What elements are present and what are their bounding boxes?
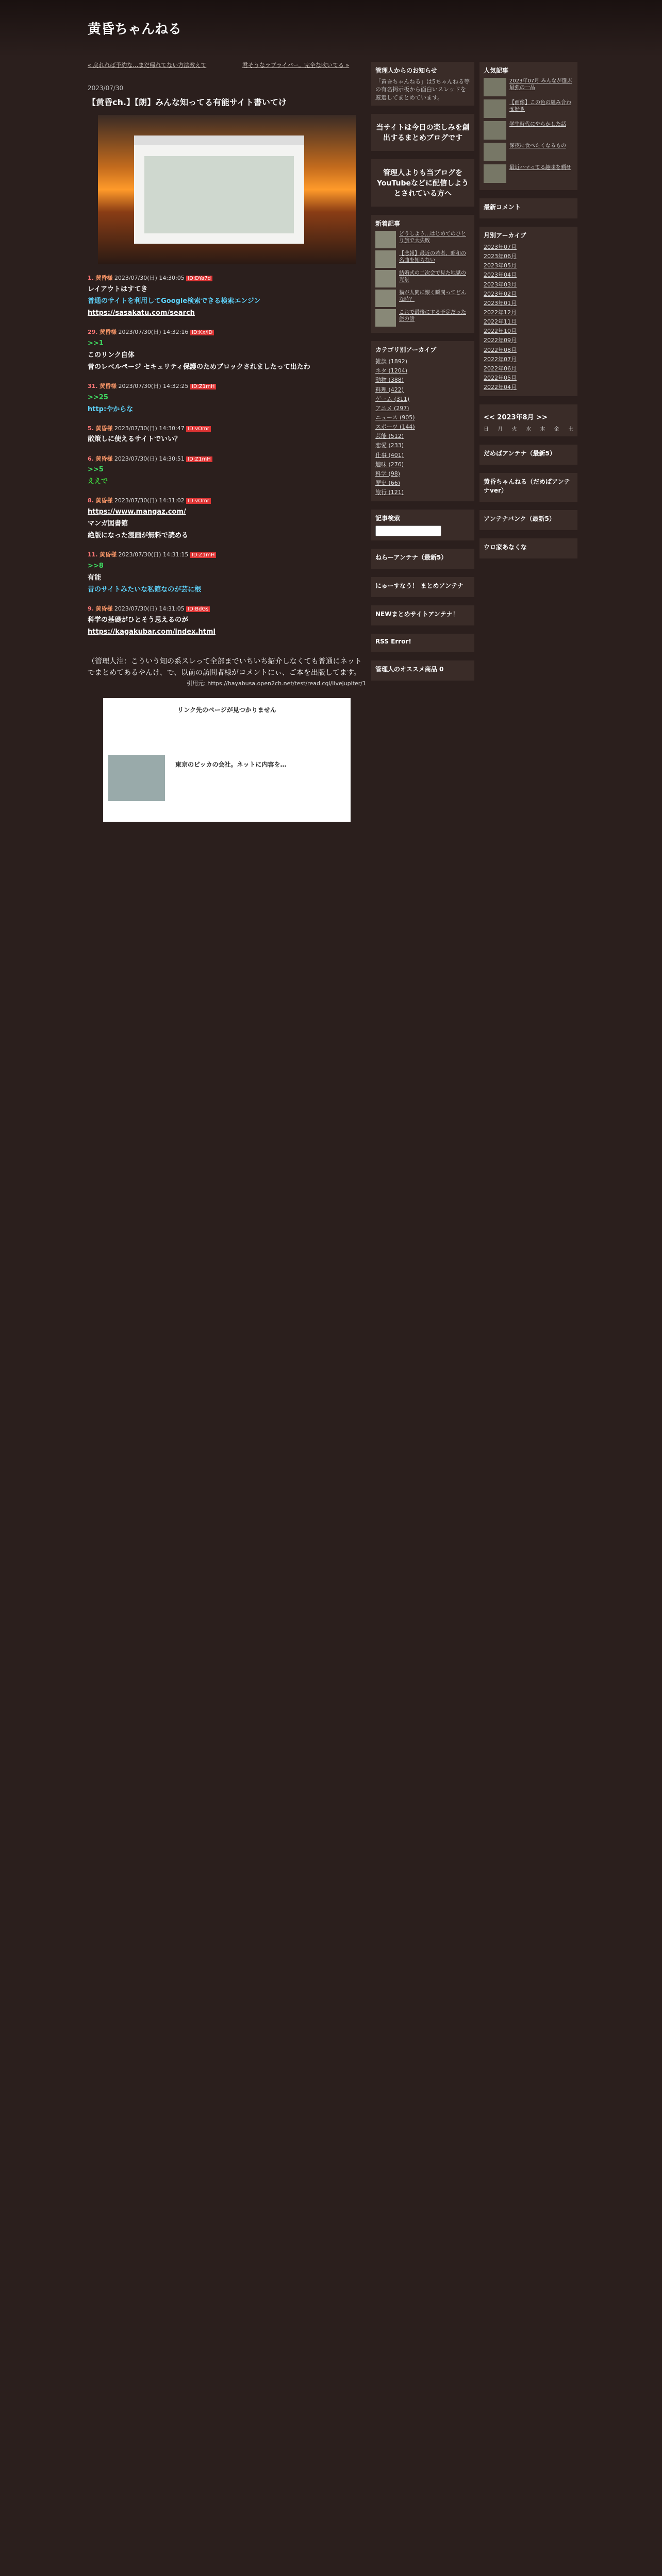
post-body-line: 普通のサイトを利用してGoogle検索できる検索エンジン (88, 297, 261, 305)
archive-item[interactable] (484, 346, 573, 355)
article-title[interactable]: 【黄昏ch.】【朗】みんな知ってる有能サイト書いてけ (88, 97, 287, 108)
category-item[interactable] (375, 451, 470, 460)
archive-item[interactable] (484, 327, 573, 336)
post (88, 604, 366, 637)
archive-item[interactable] (484, 270, 573, 280)
category-item-label[interactable]: 仕事 (401) (375, 451, 404, 459)
antenna-bank-box (479, 510, 577, 530)
post-meta: 2023/07/30(日) 14:30:51 (114, 455, 185, 462)
post-body-line: 昔のサイトみたいな私館なのが芸に根 (88, 586, 202, 594)
popular-item[interactable] (484, 143, 573, 161)
recent-list (375, 231, 470, 327)
post (88, 496, 366, 541)
calendar-day-label: 日 (484, 427, 489, 433)
ranking-box (371, 660, 474, 681)
post-number: 5. (88, 425, 94, 432)
post-header (88, 454, 366, 464)
recent-box (371, 215, 474, 333)
site-header (0, 0, 662, 57)
archive-box (479, 227, 577, 396)
thumbnail[interactable] (484, 143, 506, 161)
post-id: ID:vOmr (186, 498, 211, 504)
post-number: 8. (88, 497, 94, 504)
category-item-label[interactable]: アニメ (297) (375, 404, 409, 412)
calendar-day-label: 水 (525, 427, 531, 433)
post-body-line: 科学の基礎がひとそう思えるのが (88, 616, 189, 624)
post-id: ID:DYa7d (186, 276, 212, 281)
category-item-label[interactable]: 料理 (422) (375, 386, 404, 393)
category-item-label[interactable]: ゲーム (311) (375, 395, 410, 402)
post-link[interactable]: https://www.mangaz.com/ (88, 507, 186, 516)
post-meta: 2023/07/30(日) 14:32:25 (118, 383, 189, 390)
antenna2-box (371, 577, 474, 597)
archive-title: 月別アーカイブ (484, 232, 526, 239)
antenna-bank-title: アンテナバンク（最新5） (484, 515, 555, 523)
archive-list (484, 243, 573, 392)
post-body-line: 有能 (88, 573, 102, 582)
archive-item[interactable] (484, 280, 573, 290)
thumbnail[interactable] (484, 121, 506, 140)
recent-item[interactable] (375, 270, 470, 287)
post-body-line[interactable]: >>1 (88, 339, 104, 347)
post-header (88, 496, 366, 505)
category-item-label[interactable]: 趣味 (276) (375, 461, 404, 468)
post (88, 328, 366, 372)
hero-screenshot (134, 135, 304, 244)
popular-item[interactable] (484, 121, 573, 140)
post-name: 黄昏様 (95, 605, 113, 613)
article-date: 2023/07/30 (88, 84, 124, 92)
calendar-day-label: 火 (511, 427, 517, 433)
post (88, 382, 366, 415)
post-body-line: 昔のレベルページ セキュリティ保護のためブロックされましたって出たわ (88, 363, 310, 371)
main-column (88, 62, 366, 832)
archive-item-label[interactable]: 2023年03月 (484, 281, 517, 288)
archive-item-label[interactable]: 2023年06月 (484, 253, 517, 260)
category-item[interactable] (375, 441, 470, 450)
archive-item-label[interactable]: 2023年04月 (484, 272, 517, 279)
post-id: ID:Z1mH (190, 552, 217, 558)
popular-list (484, 78, 573, 183)
youtube-title: 管理人よりも当ブログをYouTubeなどに配信しようとされている方へ (377, 169, 469, 198)
post-id: ID:BdGs (186, 606, 210, 612)
thumbnail[interactable] (484, 164, 506, 183)
youtube-box (371, 159, 474, 207)
recent-item-label[interactable]: 猫が人間に懐く瞬間ってどんな時？ (399, 290, 466, 303)
recent-title: 新着記事 (375, 220, 401, 228)
archive-item-label[interactable]: 2022年11月 (484, 318, 517, 326)
calendar-day-label: 月 (498, 427, 503, 433)
post-header (88, 424, 366, 433)
popular-item[interactable] (484, 99, 573, 118)
archive-item[interactable] (484, 336, 573, 345)
post-number: 6. (88, 455, 94, 462)
amazon-title: 黄昏ちゃんねる（だめぱアンテナver） (484, 478, 570, 495)
post-header (88, 382, 366, 391)
archive-item-label[interactable]: 2022年06月 (484, 365, 517, 372)
source-link[interactable]: 引用元: https://hayabusa.open2ch.net/test/read.cgi/livejupiter/1 (187, 680, 366, 687)
category-item-label[interactable]: 恋愛 (233) (375, 442, 404, 449)
post-header (88, 604, 366, 614)
post (88, 454, 366, 487)
notice-big: 当サイトは今日の楽しみを創出するまとめブログです (376, 124, 470, 143)
post-name: 黄昏様 (95, 455, 113, 462)
archive-item-label[interactable]: 2022年07月 (484, 355, 517, 363)
category-item[interactable] (375, 422, 470, 432)
post-name: 黄昏様 (100, 383, 117, 390)
category-item[interactable] (375, 395, 470, 404)
embed-thumbnail (108, 755, 165, 801)
category-list (375, 357, 470, 497)
thumbnail[interactable] (484, 99, 506, 118)
recent-item[interactable] (375, 231, 470, 248)
post-number: 9. (88, 605, 94, 613)
map-image (144, 156, 294, 233)
hero-image (98, 115, 356, 264)
embed-title: リンク先のページが見つかりません (177, 706, 276, 714)
popular-item-label[interactable]: 学生時代にやらかした話 (509, 122, 566, 127)
archive-item[interactable] (484, 317, 573, 327)
post-id: ID:Z1mH (190, 384, 217, 389)
antenna-box (371, 549, 474, 569)
cloud-title: ウロ家あなくな (484, 544, 527, 551)
post-name: 黄昏様 (95, 497, 113, 504)
category-item-label[interactable]: ネタ (1204) (375, 367, 408, 375)
antenna2-title: にゅーすなう！ まとめアンテナ (375, 582, 464, 590)
post-meta: 2023/07/30(日) 14:30:47 (114, 425, 185, 432)
calendar-day-label: 金 (554, 427, 559, 433)
thumbnail[interactable] (375, 231, 396, 248)
ranking-title: 管理人のオススメ商品 0 (375, 666, 444, 673)
admin-note-text: （管理人注：こういう知の系スレって全部までいちいち紹介しなくても普通にネットでまとめてあるやんけ、で、以前の訪問者様がコメントにぃ、ご本を出版してます。 (88, 657, 362, 677)
archive-item-label[interactable]: 2023年01月 (484, 299, 517, 307)
archive-item[interactable] (484, 355, 573, 364)
post-meta: 2023/07/30(日) 14:31:05 (114, 605, 185, 613)
post-meta: 2023/07/30(日) 14:31:02 (114, 497, 185, 504)
post-body-line[interactable]: >>5 (88, 466, 104, 474)
post-body-line: http:やからな (88, 405, 134, 413)
category-item[interactable] (375, 357, 470, 366)
category-item[interactable] (375, 469, 470, 479)
notice-text: 「黄昏ちゃんねる」は5ちゃんねる等の有名掲示板から面白いスレッドを厳選してまとめています。 (375, 78, 470, 101)
category-box (371, 341, 474, 501)
archive-item-label[interactable]: 2023年05月 (484, 262, 517, 269)
popular-item[interactable] (484, 78, 573, 96)
thumbnail[interactable] (484, 78, 506, 96)
thumbnail[interactable] (375, 250, 396, 268)
post-link[interactable]: https://kagakubar.com/index.html (88, 628, 216, 636)
recent-item-label[interactable]: 【悲報】最近の若者、昭和の名曲を知らない (399, 251, 466, 264)
thumbnail[interactable] (375, 309, 396, 327)
post-header (88, 274, 366, 283)
rantenna-box (479, 445, 577, 465)
sidebar (371, 62, 474, 689)
category-item-label[interactable]: 動物 (388) (375, 377, 404, 384)
embed-caption: 東京のビッカの会社。ネットに内容を… (175, 761, 287, 769)
notice-big-box (371, 114, 474, 151)
category-item-label[interactable]: ニュース (905) (375, 414, 415, 421)
notice-title: 管理人からのお知らせ (375, 67, 437, 74)
archive-item-label[interactable]: 2023年07月 (484, 244, 517, 250)
archive-item-label[interactable]: 2023年02月 (484, 290, 517, 297)
archive-item[interactable] (484, 290, 573, 299)
popular-item-label[interactable]: 最近ハマってる趣味を晒せ (509, 165, 571, 171)
post-body-line: レイアウトはすてき (88, 285, 148, 293)
post-meta: 2023/07/30(日) 14:31:15 (118, 551, 189, 558)
category-item-label[interactable]: スポーツ (144) (375, 423, 415, 431)
post-id: ID:vOmr (186, 426, 211, 432)
category-item-label[interactable]: 雑談 (1892) (375, 358, 408, 365)
news-antenna-box (371, 605, 474, 625)
archive-item[interactable] (484, 308, 573, 317)
prev-article-link[interactable]: « 戻れれば予約な…まだ帰れてない方法教えて (88, 62, 207, 69)
category-item[interactable] (375, 413, 470, 422)
right-sidebar (479, 62, 577, 567)
thumbnail[interactable] (375, 270, 396, 287)
post-meta: 2023/07/30(日) 14:32:16 (118, 329, 189, 336)
popular-item[interactable] (484, 164, 573, 183)
post (88, 274, 366, 318)
recent-item-label[interactable]: これで最後にする予定だった旅の話 (399, 310, 466, 323)
category-item[interactable] (375, 404, 470, 413)
post (88, 424, 366, 445)
rss-box (371, 634, 474, 652)
antenna-title: ねらーアンテナ（最新5） (375, 554, 448, 562)
article-nav (88, 62, 366, 69)
category-item[interactable] (375, 488, 470, 497)
post-body-line[interactable]: >>8 (88, 562, 104, 570)
admin-note (88, 656, 366, 688)
archive-item-label[interactable]: 2022年10月 (484, 328, 517, 335)
notice-box (371, 62, 474, 106)
popular-item-label[interactable]: 2023年07月 みんなが選ぶ最強の一品 (509, 78, 572, 91)
calendar-day-label: 土 (568, 427, 573, 433)
post-name: 黄昏様 (100, 551, 117, 558)
calendar-days (484, 425, 573, 432)
archive-item-label[interactable]: 2022年12月 (484, 309, 517, 316)
category-item-label[interactable]: 科学 (98) (375, 470, 401, 477)
post-header (88, 328, 366, 337)
popular-item-label[interactable]: 深夜に食べたくなるもの (509, 143, 566, 149)
archive-item-label[interactable]: 2022年08月 (484, 346, 517, 353)
cloud-box (479, 538, 577, 558)
archive-item-label[interactable]: 2022年04月 (484, 384, 517, 391)
search-title: 記事検索 (375, 515, 401, 522)
archive-item[interactable] (484, 252, 573, 261)
post-meta: 2023/07/30(日) 14:30:05 (114, 275, 185, 282)
embed-card[interactable] (103, 698, 351, 822)
category-item[interactable] (375, 385, 470, 395)
post-body-line: 散策しに使えるサイトでいい？ (88, 435, 181, 444)
archive-item[interactable] (484, 364, 573, 374)
post-number: 29. (88, 329, 98, 336)
thumbnail[interactable] (375, 290, 396, 307)
archive-item[interactable] (484, 374, 573, 383)
popular-box (479, 62, 577, 190)
category-item-label[interactable]: 芸能 (512) (375, 433, 404, 440)
comments-box (479, 198, 577, 218)
popular-title: 人気記事 (484, 67, 509, 74)
post-number: 1. (88, 275, 94, 282)
post-body-line: 絶版になった漫画が無料で読める (88, 532, 189, 540)
recent-item-label[interactable]: どうしよう…はじめてのひとり旅で大失敗 (399, 231, 466, 244)
archive-item[interactable] (484, 243, 573, 252)
archive-item[interactable] (484, 299, 573, 308)
search-input[interactable] (375, 526, 441, 536)
search-box (371, 510, 474, 540)
post-body-line: ええで (88, 478, 108, 486)
calendar-head[interactable]: << 2023年8月 >> (484, 414, 548, 422)
post-body-line: マンガ図書館 (88, 519, 128, 528)
archive-item[interactable] (484, 261, 573, 270)
post (88, 550, 366, 595)
popular-item-label[interactable]: 【画像】この色の組み合わせ好き (509, 100, 571, 112)
news-antenna-title: NEWまとめサイトアンテナ！ (375, 611, 459, 618)
archive-item-label[interactable]: 2022年05月 (484, 374, 517, 381)
calendar-box (479, 404, 577, 436)
post-name: 黄昏様 (100, 329, 117, 336)
category-title: カテゴリ別アーカイブ (375, 346, 437, 354)
amazon-box (479, 473, 577, 502)
post-body-line: このリンク自体 (88, 351, 135, 359)
comments-title: 最新コメント (484, 204, 521, 211)
category-item[interactable] (375, 432, 470, 441)
rss-title: RSS Error! (375, 638, 411, 646)
recent-item-label[interactable]: 結婚式の二次会で見た地獄の光景 (399, 270, 466, 283)
post-name: 黄昏様 (95, 275, 113, 282)
category-item[interactable] (375, 479, 470, 488)
post-number: 11. (88, 551, 98, 558)
category-item-label[interactable]: 歴史 (66) (375, 480, 401, 486)
site-title[interactable]: 黄昏ちゃんねる (88, 22, 182, 37)
category-item[interactable] (375, 460, 470, 469)
post-link[interactable]: https://sasakatu.com/search (88, 309, 195, 317)
post-number: 31. (88, 383, 98, 390)
post-list (88, 274, 366, 637)
archive-item-label[interactable]: 2022年09月 (484, 337, 517, 344)
recent-item[interactable] (375, 290, 470, 307)
rantenna-title: だめぱアンテナ（最新5） (484, 450, 556, 457)
category-item-label[interactable]: 旅行 (121) (375, 489, 404, 496)
calendar-day-label: 木 (540, 427, 545, 433)
post-header (88, 550, 366, 560)
category-item[interactable] (375, 376, 470, 385)
archive-item[interactable] (484, 383, 573, 392)
recent-item[interactable] (375, 309, 470, 327)
post-id: ID:Z1mH (186, 456, 212, 462)
category-item[interactable] (375, 366, 470, 376)
post-body-line[interactable]: >>25 (88, 393, 108, 401)
next-article-link[interactable]: 君そうなラブライバー。完全な吹いてる » (242, 62, 350, 69)
recent-item[interactable] (375, 250, 470, 268)
post-name: 黄昏様 (95, 425, 113, 432)
post-id: ID:Kx/lD (190, 330, 214, 335)
